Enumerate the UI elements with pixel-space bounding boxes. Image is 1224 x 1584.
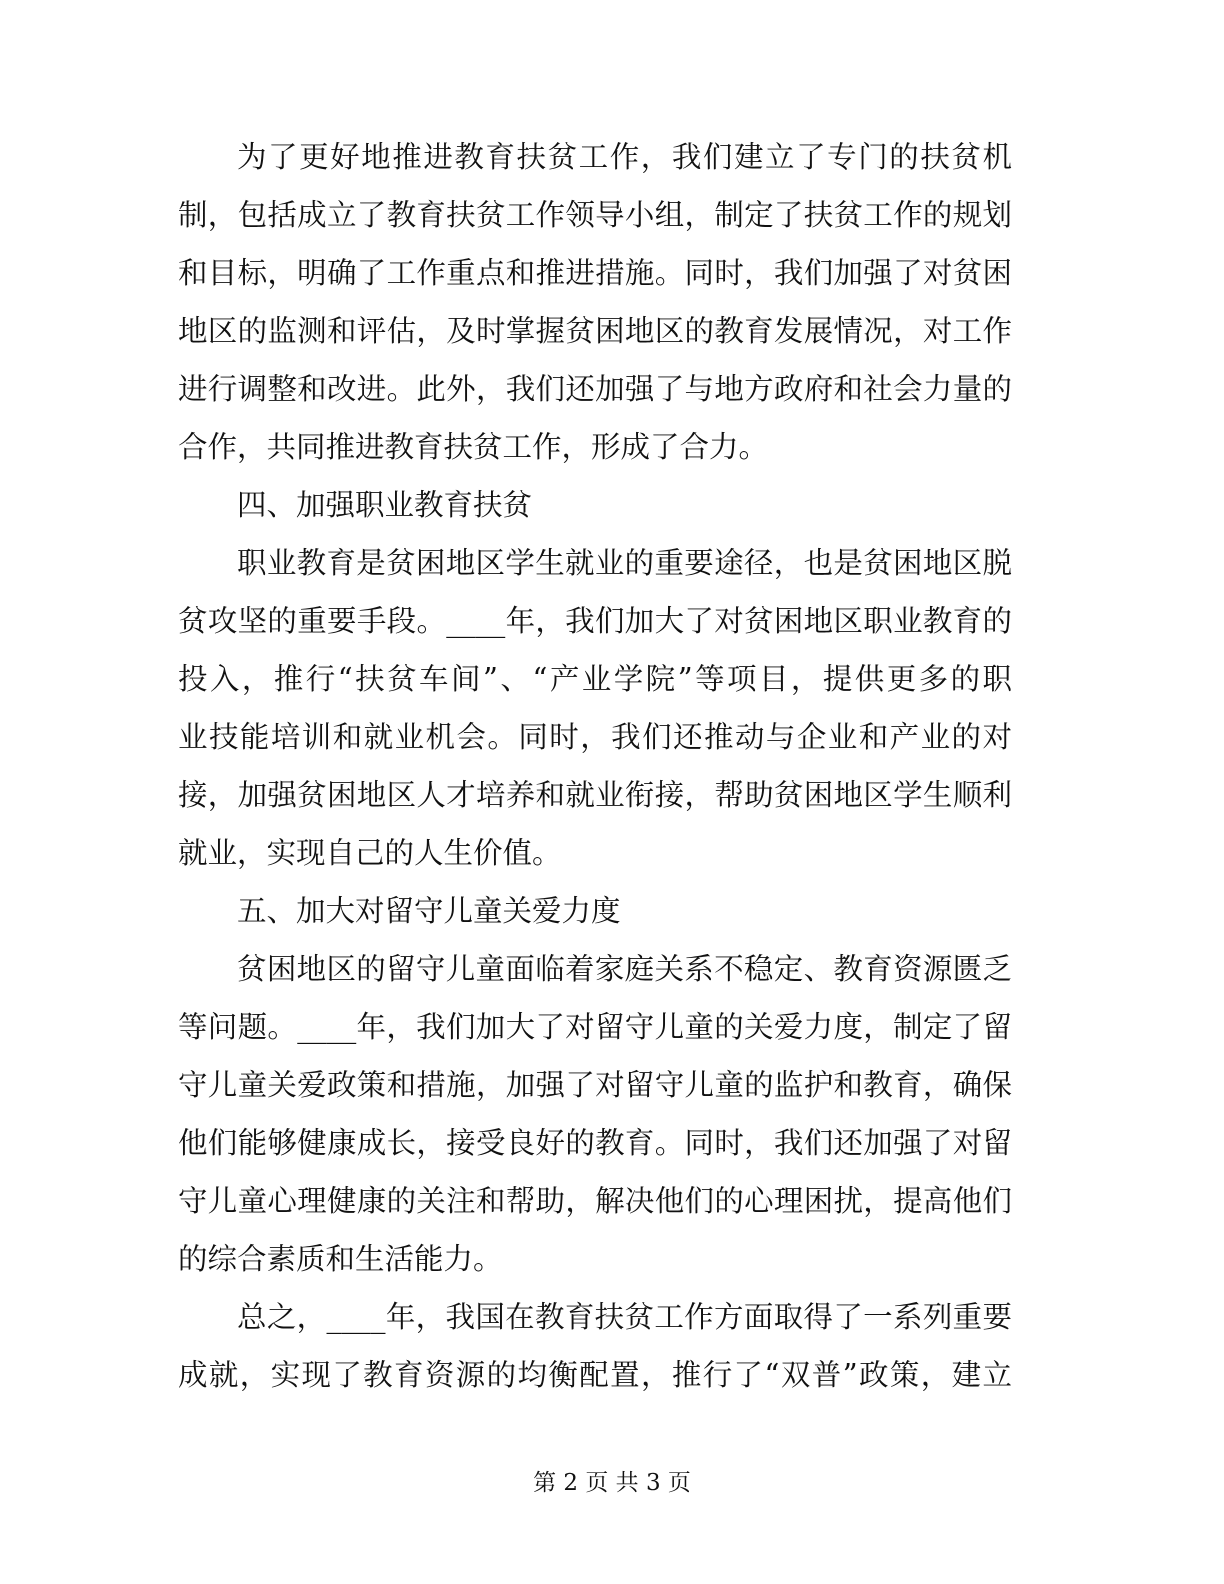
paragraph-vocational	[178, 534, 1012, 882]
text-line: 守儿童关爱政策和措施，加强了对留守儿童的监护和教育，确保	[178, 1068, 1012, 1102]
text-line: 等问题。____年，我们加大了对留守儿童的关爱力度，制定了留	[178, 1010, 1012, 1044]
text-line: 的综合素质和生活能力。	[178, 1242, 503, 1276]
text-line: 贫攻坚的重要手段。____年，我们加大了对贫困地区职业教育的	[178, 604, 1012, 638]
section-heading-vocational	[178, 476, 1012, 534]
text-line: 总之，____年，我国在教育扶贫工作方面取得了一系列重要	[237, 1300, 1012, 1334]
document-body	[178, 128, 1012, 1404]
text-line: 合作，共同推进教育扶贫工作，形成了合力。	[178, 430, 769, 464]
text-line: 职业教育是贫困地区学生就业的重要途径，也是贫困地区脱	[237, 546, 1012, 580]
text-line: 就业，实现自己的人生价值。	[178, 836, 562, 870]
text-line: 和目标，明确了工作重点和推进措施。同时，我们加强了对贫困	[178, 256, 1012, 290]
section-heading-text: 五、加大对留守儿童关爱力度	[237, 894, 621, 928]
page-number-label: 第 2 页 共 3 页	[533, 1470, 691, 1496]
text-line: 接，加强贫困地区人才培养和就业衔接，帮助贫困地区学生顺利	[178, 778, 1012, 812]
text-line: 业技能培训和就业机会。同时，我们还推动与企业和产业的对	[178, 720, 1012, 754]
paragraph-mechanism	[178, 128, 1012, 476]
text-line: 贫困地区的留守儿童面临着家庭关系不稳定、教育资源匮乏	[237, 952, 1012, 986]
text-line: 他们能够健康成长，接受良好的教育。同时，我们还加强了对留	[178, 1126, 1012, 1160]
text-line: 进行调整和改进。此外，我们还加强了与地方政府和社会力量的	[178, 372, 1012, 406]
section-heading-left-behind-children	[178, 882, 1012, 940]
text-line: 地区的监测和评估，及时掌握贫困地区的教育发展情况，对工作	[178, 314, 1012, 348]
text-line: 成就，实现了教育资源的均衡配置，推行了“双普”政策，建立	[178, 1358, 1012, 1392]
text-line: 投入，推行“扶贫车间”、“产业学院”等项目，提供更多的职	[178, 662, 1012, 696]
text-line: 为了更好地推进教育扶贫工作，我们建立了专门的扶贫机	[237, 140, 1012, 174]
text-line: 制，包括成立了教育扶贫工作领导小组，制定了扶贫工作的规划	[178, 198, 1012, 232]
paragraph-summary	[178, 1288, 1012, 1404]
paragraph-left-behind-children	[178, 940, 1012, 1288]
section-heading-text: 四、加强职业教育扶贫	[237, 488, 533, 522]
page-footer	[0, 1468, 1224, 1498]
text-line: 守儿童心理健康的关注和帮助，解决他们的心理困扰，提高他们	[178, 1184, 1012, 1218]
